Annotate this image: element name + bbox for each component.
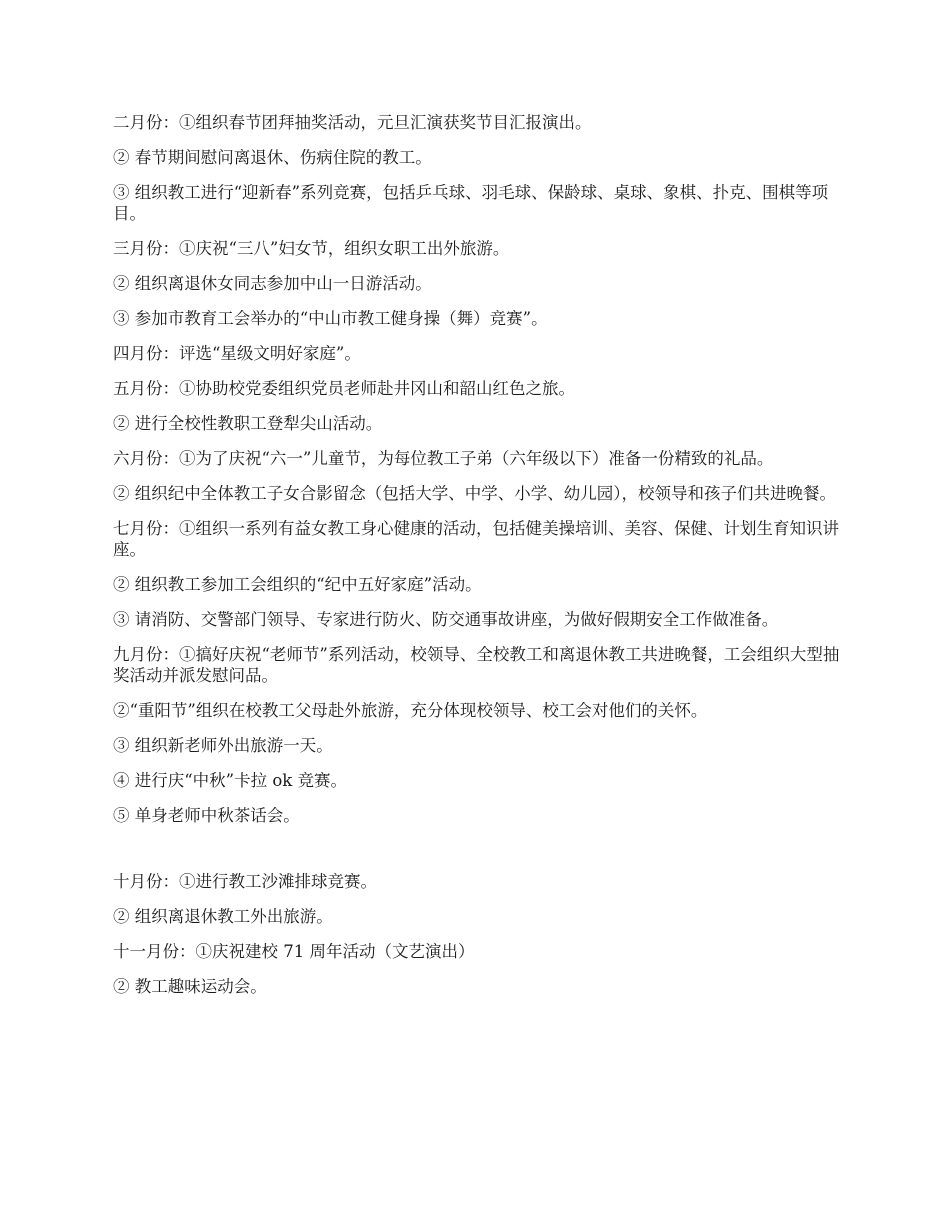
- paragraph-feb-3: ③ 组织教工进行“迎新春”系列竞赛，包括乒乓球、羽毛球、保龄球、桌球、象棋、扑克、围棋等项目。: [113, 183, 829, 223]
- paragraph-nov-1: 十一月份：①庆祝建校 71 周年活动（文艺演出）: [113, 942, 475, 961]
- paragraph-feb-1: 二月份：①组织春节团拜抽奖活动，元旦汇演获奖节目汇报演出。: [113, 113, 592, 132]
- paragraph-mar-1: 三月份：①庆祝“三八”妇女节，组织女职工出外旅游。: [113, 239, 510, 258]
- paragraph-oct-2: ② 组织离退休教工外出旅游。: [113, 907, 333, 926]
- paragraph-jul-1: 七月份：①组织一系列有益女教工身心健康的活动，包括健美操培训、美容、保健、计划生育知识讲座。: [113, 519, 839, 559]
- paragraph-may-2: ② 进行全校性教职工登犁尖山活动。: [113, 414, 383, 433]
- paragraph-mar-3: ③ 参加市教育工会举办的“中山市教工健身操（舞）竞赛”。: [113, 309, 548, 328]
- paragraph-oct-1: 十月份：①进行教工沙滩排球竞赛。: [113, 872, 377, 891]
- paragraph-sep-2: ②“重阳节”组织在校教工父母赴外旅游，充分体现校领导、校工会对他们的关怀。: [113, 701, 708, 720]
- paragraph-nov-2: ② 教工趣味运动会。: [113, 977, 267, 996]
- section-spacer: [113, 840, 843, 871]
- paragraph-apr-1: 四月份：评选“星级文明好家庭”。: [113, 344, 361, 363]
- paragraph-sep-3: ③ 组织新老师外出旅游一天。: [113, 736, 333, 755]
- paragraph-mar-2: ② 组织离退休女同志参加中山一日游活动。: [113, 274, 432, 293]
- paragraph-feb-2: ② 春节期间慰问离退休、伤病住院的教工。: [113, 148, 432, 167]
- paragraph-sep-5: ⑤ 单身老师中秋茶话会。: [113, 806, 300, 825]
- document-body: [113, 112, 843, 1011]
- paragraph-jul-3: ③ 请消防、交警部门领导、专家进行防火、防交通事故讲座，为做好假期安全工作做准备。: [113, 610, 779, 629]
- paragraph-jun-2: ② 组织纪中全体教工子女合影留念（包括大学、中学、小学、幼儿园），校领导和孩子们共进晚餐。: [113, 484, 836, 503]
- paragraph-jun-1: 六月份：①为了庆祝“六一”儿童节，为每位教工子弟（六年级以下）准备一份精致的礼品。: [113, 449, 774, 468]
- paragraph-jul-2: ② 组织教工参加工会组织的“纪中五好家庭”活动。: [113, 575, 482, 594]
- paragraph-sep-4: ④ 进行庆“中秋”卡拉 ok 竞赛。: [113, 771, 348, 790]
- paragraph-sep-1: 九月份：①搞好庆祝“老师节”系列活动，校领导、全校教工和离退休教工共进晚餐，工会组织大型抽奖活动并派发慰问品。: [113, 645, 840, 685]
- paragraph-may-1: 五月份：①协助校党委组织党员老师赴井冈山和韶山红色之旅。: [113, 379, 575, 398]
